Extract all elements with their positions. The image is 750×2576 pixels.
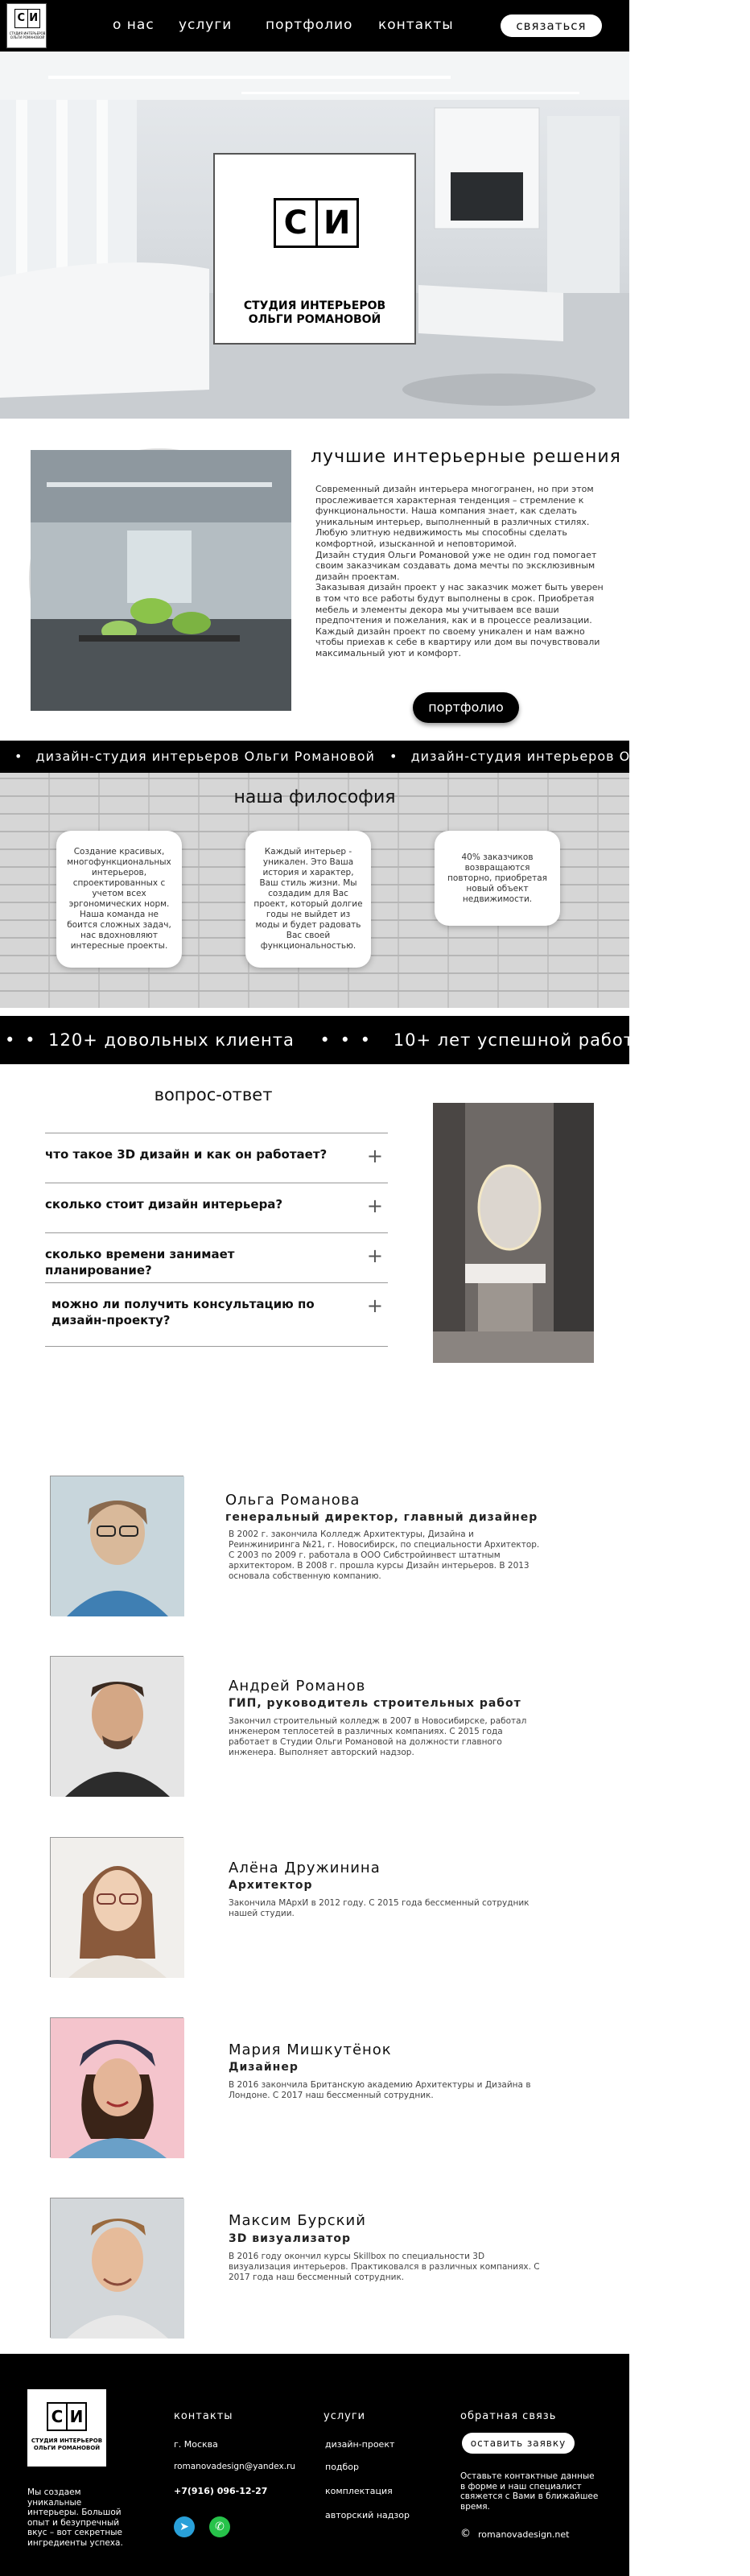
- about-paragraph: Современный дизайн интерьера многогранен, но при этом прослеживается характерная тенденция – стремление к функциональности. Наша компания знает, как сделать уникальным интерьер, выполненный в различных стилях. Любую элитную недвижимость мы способны сделать комфортной, изысканной и неповторимой.: [315, 484, 594, 549]
- team-role: Дизайнер: [229, 2061, 299, 2074]
- faq-question: сколько стоит дизайн интерьера?: [45, 1197, 283, 1212]
- team-photo: [50, 2017, 183, 2157]
- footer-service-link[interactable]: авторский надзор: [325, 2510, 410, 2520]
- faq-item[interactable]: [45, 1183, 388, 1232]
- stats-years: 10+ лет успешной работы: [393, 1030, 649, 1050]
- team-role: генеральный директор, главный дизайнер: [225, 1511, 538, 1524]
- stats-clients: 120+ довольных клиента: [48, 1030, 295, 1050]
- hero-logo-card: [213, 153, 416, 345]
- faq-item[interactable]: [45, 1232, 388, 1282]
- hero-logo-caption: [215, 299, 414, 327]
- whatsapp-icon[interactable]: ✆: [209, 2516, 230, 2537]
- footer-site-link[interactable]: romanovadesign.net: [478, 2529, 570, 2540]
- about-paragraph: Дизайн студия Ольги Романовой уже не один год помогает своим заказчикам создавать дома мечты по эксклюзивным дизайн проектам.: [315, 549, 597, 582]
- nav-portfolio[interactable]: портфолио: [266, 17, 353, 33]
- philosophy-card-text: Создание красивых, многофункциональных интерьеров, спроектированных с учетом всех эргономических норм. Наша команда не боится сложных задач, нас вдохновляют интересные проекты.: [67, 847, 171, 951]
- team-bio: Закончила МАрхИ в 2012 году. С 2015 года бессменный сотрудник нашей студии.: [229, 1898, 530, 1918]
- footer-feedback-text: Оставьте контактные данные в форме и наш специалист свяжется с Вами в ближайшее время.: [460, 2471, 599, 2512]
- footer-logo-letter-right: И: [66, 2404, 85, 2429]
- copyright-icon: ©: [460, 2528, 471, 2540]
- ticker-dot: •: [14, 749, 23, 764]
- team-photo: [50, 1837, 183, 1977]
- team-bio: В 2016 году окончил курсы Skillbox по специальности 3D визуализация интерьеров. Практиковался в различных компаниях. С 2017 года наш бессменный сотрудник.: [229, 2252, 540, 2282]
- philosophy-card-text: Каждый интерьер - уникален. Это Ваша история и характер, Ваш стиль жизни. Мы создадим для Вас проект, который долгие годы не выйдет из моды и будет радовать Вас своей функциональностью.: [253, 847, 363, 951]
- faq-item[interactable]: [45, 1133, 388, 1183]
- hero-logo-letter-right: И: [315, 200, 357, 246]
- stats-dot: •: [690, 1030, 702, 1050]
- faq-title: вопрос-ответ: [154, 1085, 273, 1104]
- stats-dot: •: [25, 1030, 36, 1050]
- footer-service-link[interactable]: комплектация: [325, 2486, 393, 2496]
- plus-icon[interactable]: +: [366, 1245, 383, 1267]
- philosophy-title: наша философия: [233, 787, 396, 807]
- nav-services[interactable]: услуги: [179, 17, 233, 33]
- telegram-icon[interactable]: ➤: [174, 2516, 195, 2537]
- team-bio: В 2016 закончила Британскую академию Архитектуры и Дизайна в Лондоне. С 2017 наш бессменный сотрудник.: [229, 2080, 531, 2100]
- team-name: Андрей Романов: [229, 1678, 366, 1695]
- faq-divider: [45, 1346, 388, 1347]
- logo-letter-right: И: [27, 10, 40, 27]
- ticker-dot: •: [389, 749, 398, 764]
- logo-caption: СТУДИЯ ИНТЕРЬЕРОВ ОЛЬГИ РОМАНОВОЙ: [9, 31, 46, 39]
- team-photo: [50, 2198, 183, 2338]
- bathroom-photo: [433, 1103, 594, 1363]
- faq-question: сколько времени занимает планирование?: [45, 1247, 235, 1278]
- stats-dot: •: [5, 1030, 16, 1050]
- footer-logo-letter-left: С: [51, 2407, 64, 2426]
- team-photo: [50, 1656, 183, 1796]
- faq-question: можно ли получить консультацию по дизайн-проекту?: [52, 1297, 315, 1327]
- avatar: [51, 1657, 184, 1797]
- footer-logo[interactable]: [27, 2389, 106, 2467]
- stats-dot: •: [360, 1030, 372, 1050]
- team-photo: [50, 1476, 183, 1616]
- logo-mark: [14, 9, 40, 28]
- team-name: Ольга Романова: [225, 1492, 361, 1509]
- plus-icon[interactable]: +: [366, 1145, 383, 1167]
- stats-dot: •: [670, 1030, 682, 1050]
- footer-phone[interactable]: +7(916) 096-12-27: [174, 2486, 268, 2496]
- team-bio: Закончил строительный колледж в 2007 в Новосибирске, работал инженером теплосетей в различных компаниях. С 2015 года работает в Студии Ольги Романовой на должности главного инженера. Выполняет авторский надзор.: [229, 1716, 527, 1757]
- portfolio-button[interactable]: портфолио: [413, 692, 519, 723]
- ticker-text: дизайн-студия интерьеров Ольги Романовой: [35, 749, 375, 764]
- hero-logo-mark: [274, 198, 359, 248]
- header-logo[interactable]: [6, 3, 47, 48]
- footer-email[interactable]: romanovadesign@yandex.ru: [174, 2462, 295, 2471]
- hero-logo-letter-left: С: [283, 204, 307, 242]
- footer-tagline: Мы создаем уникальные интерьеры. Большой опыт и безупречный вкус – вот секретные ингредиенты успеха.: [27, 2487, 123, 2548]
- bathroom-illustration: [433, 1103, 594, 1363]
- footer-city: г. Москва: [174, 2439, 218, 2450]
- footer-logo-caption: СТУДИЯ ИНТЕРЬЕРОВ ОЛЬГИ РОМАНОВОЙ: [31, 2438, 103, 2451]
- team-name: Алёна Дружинина: [229, 1860, 381, 1876]
- philosophy-card: [435, 831, 560, 926]
- avatar: [51, 2198, 184, 2339]
- office-interior-photo: [29, 448, 290, 709]
- about-title: лучшие интерьерные решения: [311, 447, 621, 467]
- team-name: Мария Мишкутёнок: [229, 2041, 392, 2058]
- about-text: [315, 484, 608, 659]
- avatar: [51, 1838, 184, 1978]
- hero-caption-line1: СТУДИЯ ИНТЕРЬЕРОВ: [243, 299, 386, 312]
- stats-dot: •: [340, 1030, 351, 1050]
- philosophy-card: [56, 831, 182, 968]
- faq-item[interactable]: [45, 1282, 388, 1346]
- about-paragraph: Заказывая дизайн проект у нас заказчик может быть уверен в том что все работы будут выполнены в срок. Приобретая мебель и элементы декора мы учитываем все ваши предпочтения и пожелания, как и в процессе реализации. Каждый дизайн проект по своему уникален и нам важно чтобы приехав к себе в квартиру или дом вы почувствовали максимальный уют и комфорт.: [315, 582, 604, 658]
- ticker-text: дизайн-студия интерьеров Ольги Романовой: [410, 749, 750, 764]
- philosophy-card-text: 40% заказчиков возвращаются повторно, приобретая новый объект недвижимости.: [447, 852, 547, 904]
- philosophy-card: [245, 831, 371, 968]
- team-role: 3D визуализатор: [229, 2232, 352, 2245]
- footer-service-link[interactable]: дизайн-проект: [325, 2439, 395, 2450]
- nav-about[interactable]: о нас: [113, 17, 155, 33]
- plus-icon[interactable]: +: [366, 1195, 383, 1217]
- stats-dot: •: [711, 1030, 722, 1050]
- nav-contacts[interactable]: контакты: [378, 17, 454, 33]
- footer-contacts-title: контакты: [174, 2410, 233, 2422]
- footer-services-title: услуги: [323, 2410, 366, 2422]
- office-illustration: [31, 450, 291, 711]
- team-role: ГИП, руководитель строительных работ: [229, 1697, 521, 1710]
- plus-icon[interactable]: +: [366, 1294, 383, 1317]
- faq-question: что такое 3D дизайн и как он работает?: [45, 1147, 328, 1162]
- contact-button[interactable]: связаться: [501, 14, 602, 37]
- team-bio: В 2002 г. закончила Колледж Архитектуры, Дизайна и Реинжиниринга №21, г. Новосибирск, по специальности Архитектор. С 2003 по 2009 г. работала в ООО Сибстройинвест штатным архитектором. В 2008 г. прошла курсы Дизайн интерьеров. В 2013 основала собственную компанию.: [229, 1530, 540, 1581]
- avatar: [51, 1476, 184, 1616]
- team-role: Архитектор: [229, 1879, 313, 1892]
- footer-service-link[interactable]: подбор: [325, 2462, 360, 2472]
- stats-banner: [0, 1016, 722, 1064]
- avatar: [51, 2018, 184, 2158]
- footer-logo-mark: [47, 2402, 87, 2431]
- logo-letter-left: С: [17, 12, 26, 24]
- footer-feedback-title: обратная связь: [460, 2410, 557, 2422]
- marquee-ticker: [0, 741, 750, 773]
- leave-request-button[interactable]: оставить заявку: [462, 2433, 575, 2454]
- team-name: Максим Бурский: [229, 2212, 366, 2229]
- stats-dot: •: [319, 1030, 331, 1050]
- hero-caption-line2: ОЛЬГИ РОМАНОВОЙ: [248, 313, 381, 326]
